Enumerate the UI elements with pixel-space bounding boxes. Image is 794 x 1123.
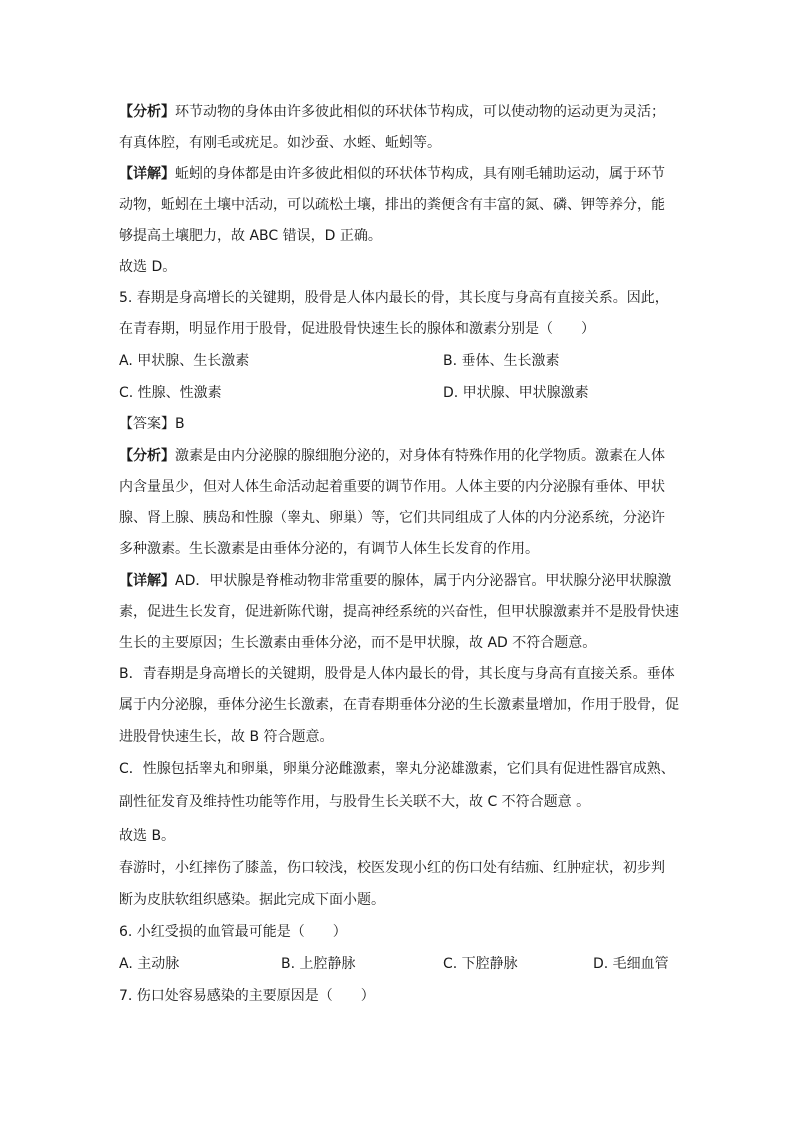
question-7-stem: 7. 伤口处容易感染的主要原因是（ ） bbox=[119, 988, 375, 1004]
question-5-option-d: D. 甲状腺、甲状腺激素 bbox=[443, 385, 589, 401]
explanation-b-line-2: 属于内分泌腺，垂体分泌生长激素，在青春期垂体分泌的生长激素量增加，作用于股骨，促 bbox=[119, 697, 679, 713]
question-5-line-1: 5. 春期是身高增长的关键期，股骨是人体内最长的骨，其长度与身高有直接关系。因此， bbox=[119, 290, 669, 306]
question-6-option-c: C. 下腔静脉 bbox=[443, 956, 518, 972]
explanation-b-line-1: B．青春期是身高增长的关键期，股骨是人体内最长的骨，其长度与身高有直接关系。垂体 bbox=[119, 666, 675, 682]
question-5-option-b: B. 垂体、生长激素 bbox=[443, 353, 560, 369]
question-5-option-c: C. 性腺、性激素 bbox=[119, 385, 222, 401]
explanation-c-line-2: 副性征发育及维持性功能等作用，与股骨生长关联不大，故 C 不符合题意 。 bbox=[119, 794, 591, 810]
explanation-text: 蚯蚓的身体都是由许多彼此相似的环状体节构成，具有刚毛辅助运动，属于环节 bbox=[175, 166, 665, 182]
explanation-2-line-2: 素，促进生长发育，促进新陈代谢，提高神经系统的兴奋性，但甲状腺激素并不是股骨快速 bbox=[119, 604, 679, 620]
explanation-1-line-1 bbox=[119, 164, 665, 184]
explanation-1-line-3: 够提高土壤肥力，故 ABC 错误，D 正确。 bbox=[119, 228, 382, 244]
question-6-option-d: D. 毛细血管 bbox=[593, 956, 669, 972]
explanation-text: AD．甲状腺是脊椎动物非常重要的腺体，属于内分泌器官。甲状腺分泌甲状腺激 bbox=[175, 573, 672, 589]
explanation-2-line-3: 生长的主要原因；生长激素由垂体分泌，而不是甲状腺，故 AD 不符合题意。 bbox=[119, 635, 597, 651]
analysis-2-line-3: 腺、肾上腺、胰岛和性腺（睾丸、卵巢）等，它们共同组成了人体的内分泌系统，分泌许 bbox=[119, 510, 665, 526]
analysis-2-line-4: 多种激素。生长激素是由垂体分泌的，有调节人体生长发育的作用。 bbox=[119, 541, 539, 557]
explanation-2-line-1 bbox=[119, 571, 671, 591]
analysis-1-line-1 bbox=[119, 102, 665, 122]
explanation-tag: 【详解】 bbox=[119, 166, 175, 182]
scenario-line-2: 断为皮肤软组织感染。据此完成下面小题。 bbox=[119, 892, 385, 908]
question-6-stem: 6. 小红受损的血管最可能是（ ） bbox=[119, 924, 347, 940]
explanation-c-line-1: C．性腺包括睾丸和卵巢，卵巢分泌雌激素，睾丸分泌雄激素，它们具有促进性器官成熟、 bbox=[119, 761, 675, 777]
choice-conclusion-2: 故选 B。 bbox=[119, 828, 176, 844]
analysis-2-line-2: 内含量虽少，但对人体生命活动起着重要的调节作用。人体主要的内分泌腺有垂体、甲状 bbox=[119, 479, 665, 495]
answer-5: 【答案】B bbox=[119, 416, 185, 432]
analysis-text: 环节动物的身体由许多彼此相似的环状体节构成，可以使动物的运动更为灵活； bbox=[175, 104, 665, 120]
analysis-text: 激素是由内分泌腺的腺细胞分泌的，对身体有特殊作用的化学物质。激素在人体 bbox=[175, 448, 665, 464]
analysis-2-line-1 bbox=[119, 446, 665, 466]
choice-conclusion-1: 故选 D。 bbox=[119, 259, 177, 275]
question-6-option-b: B. 上腔静脉 bbox=[281, 956, 356, 972]
explanation-b-line-3: 进股骨快速生长，故 B 符合题意。 bbox=[119, 729, 334, 745]
scenario-line-1: 春游时，小红摔伤了膝盖，伤口较浅，校医发现小红的伤口处有结痂、红肿症状，初步判 bbox=[119, 860, 665, 876]
question-5-line-2: 在青春期，明显作用于股骨，促进股骨快速生长的腺体和激素分别是（ ） bbox=[119, 321, 595, 337]
question-5-option-a: A. 甲状腺、生长激素 bbox=[119, 353, 250, 369]
analysis-tag: 【分析】 bbox=[119, 448, 175, 464]
analysis-tag: 【分析】 bbox=[119, 104, 175, 120]
explanation-1-line-2: 动物，蚯蚓在土壤中活动，可以疏松土壤，排出的粪便含有丰富的氮、磷、钾等养分，能 bbox=[119, 197, 665, 213]
analysis-1-line-2: 有真体腔，有刚毛或疣足。如沙蚕、水蛭、蚯蚓等。 bbox=[119, 135, 441, 151]
question-6-option-a: A. 主动脉 bbox=[119, 956, 180, 972]
explanation-tag: 【详解】 bbox=[119, 573, 175, 589]
